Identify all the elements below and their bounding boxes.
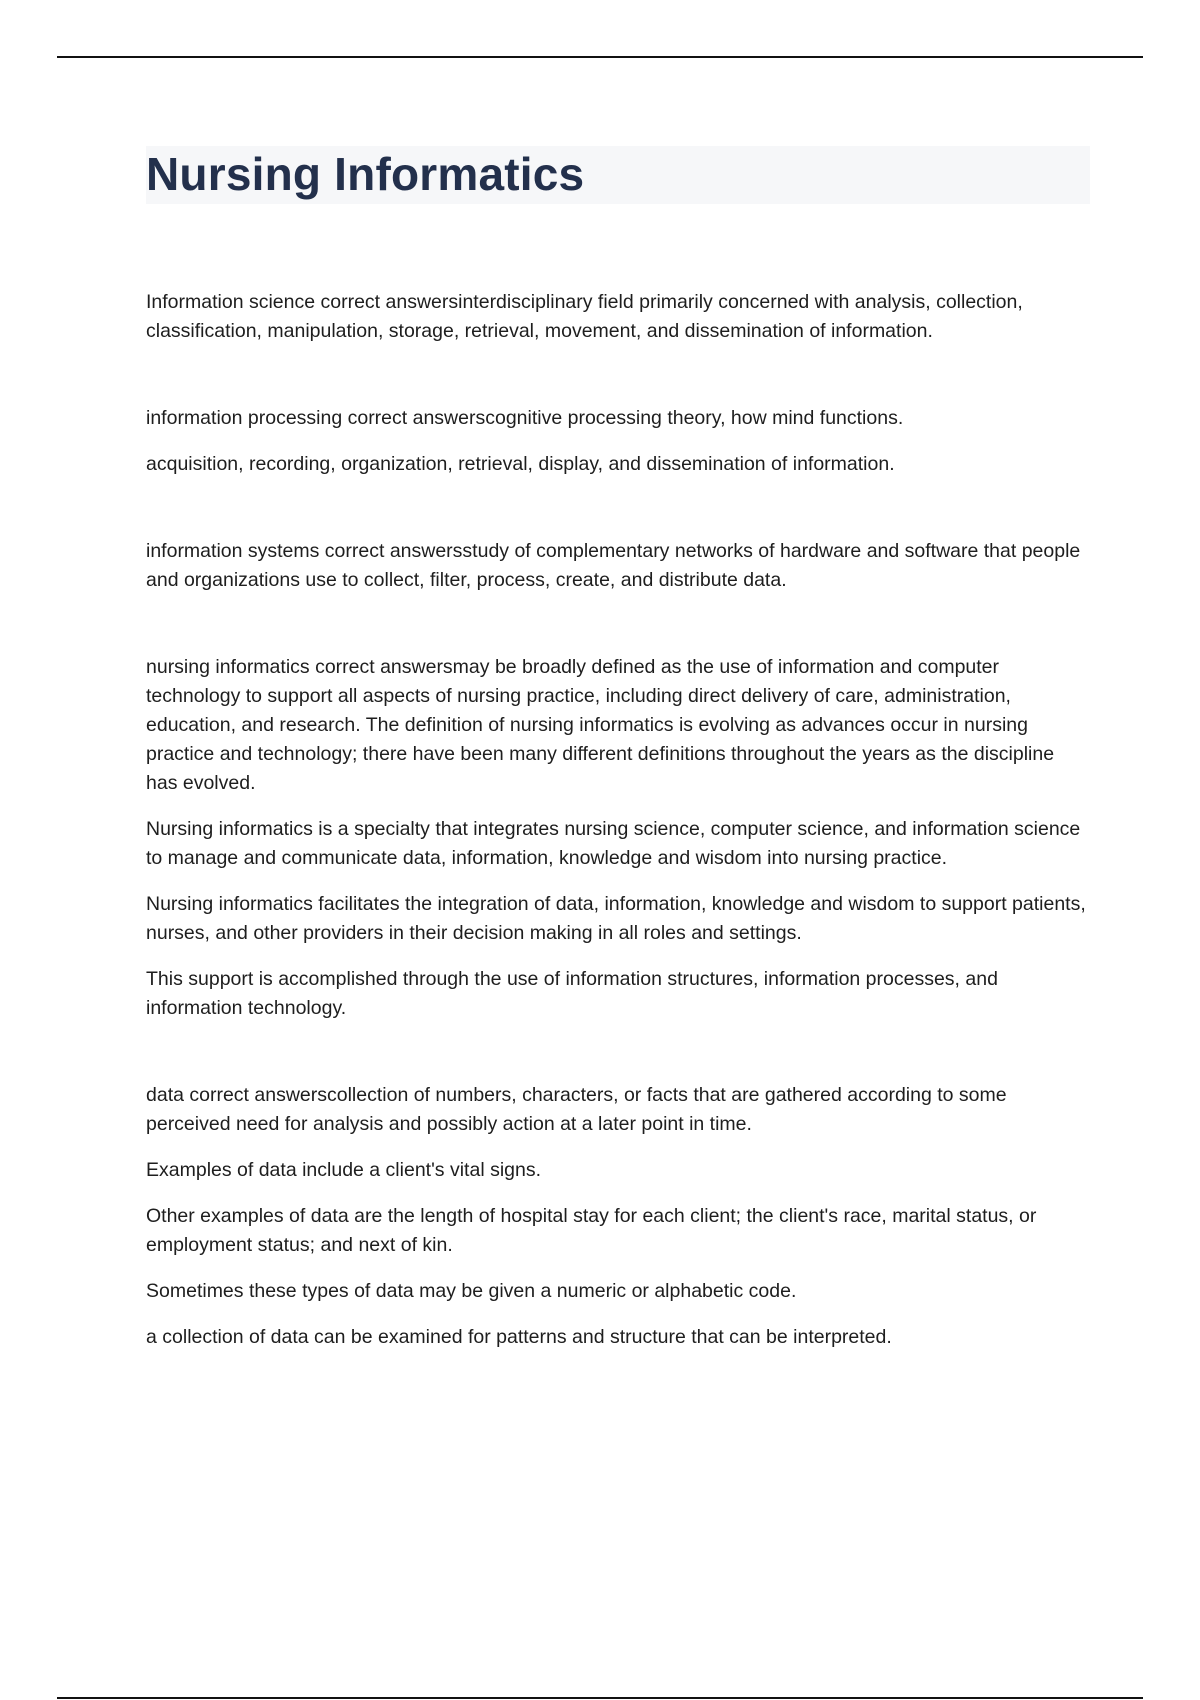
footer-rule xyxy=(57,1697,1143,1699)
entry-data xyxy=(146,1081,1090,1352)
document-body xyxy=(146,288,1090,1410)
entry-paragraph: Nursing informatics facilitates the integration of data, information, knowledge and wisdom to support patients, nurses, and other providers in their decision making in all roles and settings. xyxy=(146,893,1086,944)
document-title: Nursing Informatics xyxy=(146,148,585,200)
entry-nursing-informatics xyxy=(146,653,1090,1023)
entry-information-science xyxy=(146,288,1090,346)
entry-paragraph: Other examples of data are the length of hospital stay for each client; the client's race, marital status, or employment status; and next of kin. xyxy=(146,1205,1037,1256)
entry-paragraph: information processing correct answerscognitive processing theory, how mind functions. xyxy=(146,407,904,429)
entry-paragraph: nursing informatics correct answersmay be broadly defined as the use of information and computer technology to support all aspects of nursing practice, including direct delivery of care, administration, education, and research. The definition of nursing informatics is evolving as advances occur in nursing practice and technology; there have been many different definitions throughout the years as the discipline has evolved. xyxy=(146,656,1055,794)
entry-information-systems xyxy=(146,537,1090,595)
entry-paragraph: a collection of data can be examined for patterns and structure that can be interpreted. xyxy=(146,1326,892,1348)
entry-paragraph: Sometimes these types of data may be given a numeric or alphabetic code. xyxy=(146,1280,797,1302)
entry-paragraph: data correct answerscollection of numbers, characters, or facts that are gathered according to some perceived need for analysis and possibly action at a later point in time. xyxy=(146,1084,1007,1135)
entry-paragraph: information systems correct answersstudy of complementary networks of hardware and software that people and organizations use to collect, filter, process, create, and distribute data. xyxy=(146,540,1081,591)
entry-paragraph: Examples of data include a client's vital signs. xyxy=(146,1159,542,1181)
entry-paragraph: Nursing informatics is a specialty that integrates nursing science, computer science, and information science to manage and communicate data, information, knowledge and wisdom into nursing practice. xyxy=(146,818,1081,869)
entry-paragraph: acquisition, recording, organization, retrieval, display, and dissemination of information. xyxy=(146,453,895,475)
entry-paragraph: Information science correct answersinterdisciplinary field primarily concerned with analysis, collection, classification, manipulation, storage, retrieval, movement, and dissemination of information. xyxy=(146,291,1023,342)
header-rule xyxy=(57,56,1143,58)
entry-paragraph: This support is accomplished through the use of information structures, information processes, and information technology. xyxy=(146,968,998,1019)
entry-information-processing xyxy=(146,404,1090,479)
